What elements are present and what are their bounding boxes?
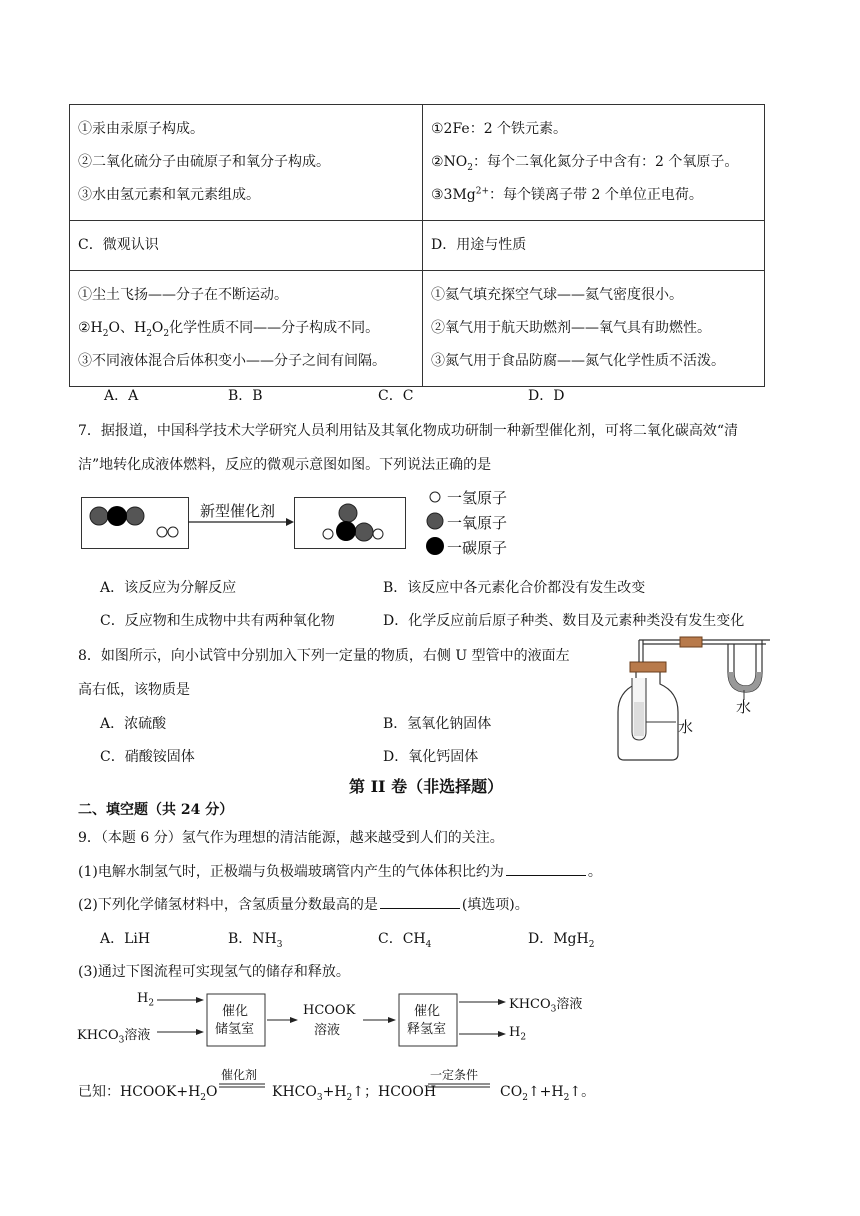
q8-option-b[interactable]: B．氢氧化钠固体 [383,716,492,732]
known-products-2: $CO_2↑+H_2↑$。 [500,1084,596,1103]
table-line: ③不同液体混合后体积变小——分子之间有间隔。 [78,353,386,369]
cell-b-right [423,105,765,221]
q8-text-cont: 高右低，该物质是 [78,682,190,698]
q9-sub2: (2)下列化学储氢材料中，含氢质量分数最高的是 (填选项)。 [78,894,529,914]
hydrogen-atom-icon [430,492,440,502]
table-line: ②二氧化硫分子由硫原子和氧分子构成。 [78,154,330,170]
box2-line2: 释氢室 [407,1022,447,1037]
q6-option-d[interactable]: D．D [528,388,565,404]
table-line: ②氧气用于航天助燃剂——氧气具有助燃性。 [431,320,711,336]
table-row [70,271,765,387]
part2-title: 二、填空题（共 24 分） [78,802,234,818]
water-label-utube: 水 [736,698,752,716]
h2-molecule-icon [157,527,178,537]
table-line: ①2Fe：2 个铁元素。 [431,121,568,137]
q8-option-c[interactable]: C．硝酸铵固体 [100,749,195,765]
table-line: ①尘土飞扬——分子在不断运动。 [78,287,288,303]
q6-option-c[interactable]: C．C [378,388,414,404]
table-row [70,221,765,271]
cell-d-body [423,271,765,387]
flow-khco3-output: $KHCO_3$溶液 [509,997,583,1015]
q8-text: 8．如图所示，向小试管中分别加入下列一定量的物质，右侧 U 型管中的液面左 [78,648,570,664]
condition-certain: 一定条件 [430,1068,479,1082]
legend-carbon: 一碳原子 [447,539,508,557]
equal-sign-2 [428,1083,490,1089]
table-line: ①氦气填充探空气球——氦气密度很小。 [431,287,683,303]
box2-line1: 催化 [414,1004,441,1019]
q6-table [69,104,765,387]
condition-catalyst: 催化剂 [221,1068,258,1082]
q7-text: 7．据报道，中国科学技术大学研究人员利用钴及其氧化物成功研制一种新型催化剂，可将二氧化碳高效“清 [78,423,739,439]
cell-c-body [70,271,423,387]
q6-option-b[interactable]: B．B [228,388,263,404]
table-line: $②NO_2$：每个二氧化氮分子中含有：2 个氧原子。 [431,154,739,173]
carbon-atom-icon [426,537,444,555]
answer-blank[interactable] [380,894,460,909]
q7-option-c[interactable]: C．反应物和生成物中共有两种氧化物 [100,613,335,629]
table-line: ①汞由汞原子构成。 [78,121,204,137]
flow-mid-line1: HCOOK [303,1003,356,1018]
cell-b-left [70,105,423,221]
table-line: $③3Mg^{2+}$：每个镁离子带 2 个单位正电荷。 [431,186,703,203]
answer-blank[interactable] [506,861,586,876]
table-line: ③氮气用于食品防腐——氮气化学性质不活泼。 [431,353,725,369]
q7-text-cont: 洁”地转化成液体燃料，反应的微观示意图如图。下列说法正确的是 [78,457,492,473]
flow-h2-output: $H_2$ [509,1025,527,1043]
cell-d-head: D．用途与性质 [423,221,765,271]
catalyst-label: 新型催化剂 [200,502,276,520]
q9-intro: 9．（本题 6 分）氢气作为理想的清洁能源，越来越受到人们的关注。 [78,830,504,846]
table-line: ③水由氢元素和氧元素组成。 [78,187,260,203]
flow-khco3-input: $KHCO_3$溶液 [77,1028,151,1046]
box1-line2: 储氢室 [215,1022,255,1037]
q9-sub3: (3)通过下图流程可实现氢气的储存和释放。 [78,964,350,980]
atom-legend-icons [425,487,445,557]
known-products-1: $KHCO_3+H_2↑$；HCOOH [272,1084,437,1103]
q7-option-b[interactable]: B．该反应中各元素化合价都没有发生改变 [383,580,646,596]
product-box [294,497,406,549]
legend-hydrogen: 一氢原子 [447,489,508,507]
equal-sign-1 [219,1083,265,1089]
q9-option-c[interactable]: C．$CH_4$ [378,931,432,950]
q7-option-d[interactable]: D．化学反应前后原子种类、数目及元素种类没有发生变化 [383,613,745,629]
q9-option-d[interactable]: D．MgH$_2$ [528,931,595,950]
q9-sub1: (1)电解水制氢气时，正极端与负极端玻璃管内产生的气体体积比约为 。 [78,861,602,881]
section-title: 第 II 卷（非选择题） [349,777,504,796]
flow-h2-input: $H_2$ [137,991,155,1009]
q6-option-a[interactable]: A．A [104,388,139,404]
table-row [70,105,765,221]
table-line: $②H_2O$、$H_2O_2$化学性质不同——分子构成不同。 [78,320,380,339]
known-reactants: 已知：$HCOOK+H_2O$ [78,1084,218,1103]
water-label-flask: 水 [678,718,694,736]
q8-option-a[interactable]: A．浓硫酸 [100,716,167,732]
oxygen-atom-icon [427,513,443,529]
box1-line1: 催化 [222,1004,249,1019]
q8-option-d[interactable]: D．氧化钙固体 [383,749,479,765]
q7-option-a[interactable]: A．该反应为分解反应 [100,580,237,596]
legend-oxygen: 一氧原子 [447,514,508,532]
q9-option-b[interactable]: B．$NH_3$ [228,931,283,950]
q9-option-a[interactable]: A．LiH [100,931,151,947]
u-tube-apparatus-figure [610,632,780,764]
cell-c-head: C．微观认识 [70,221,423,271]
flow-mid-line2: 溶液 [314,1023,341,1038]
co2-molecule-icon [90,506,144,526]
